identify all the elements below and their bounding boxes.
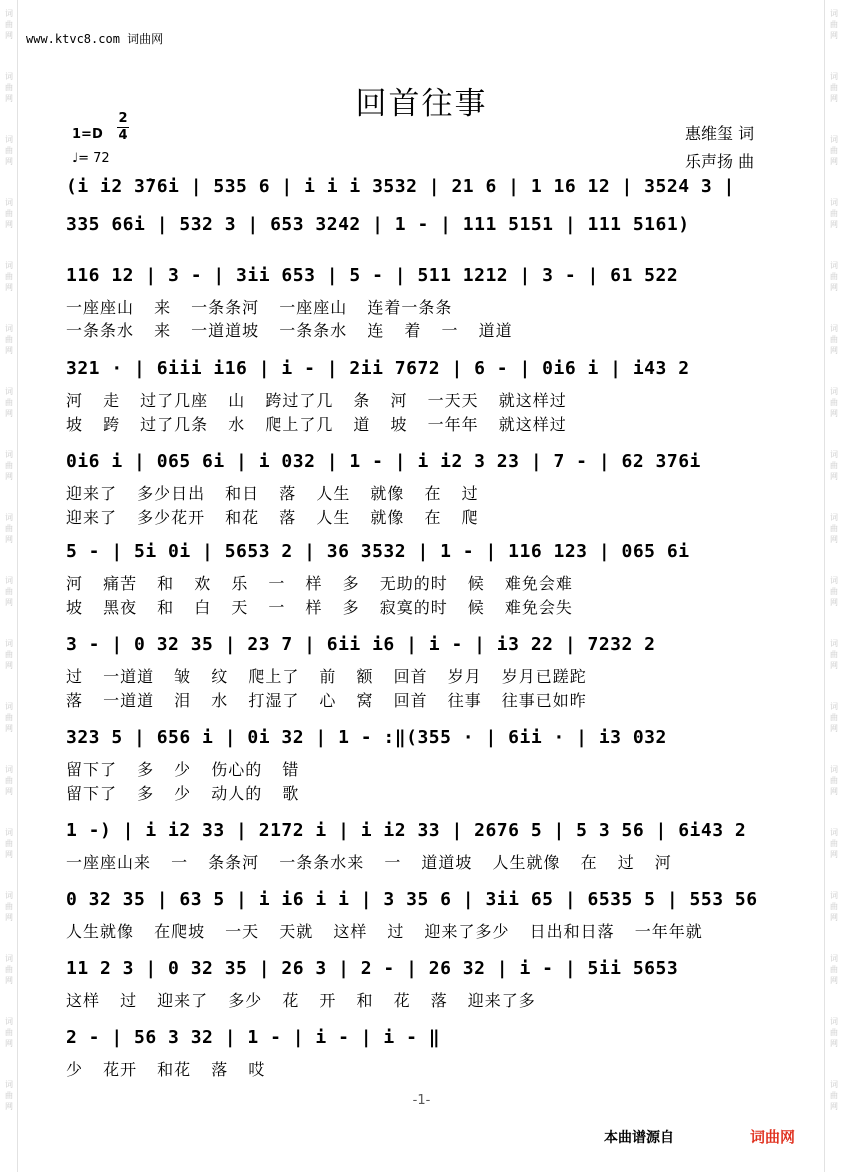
score-row-9 (66, 820, 778, 846)
watermark-mark: 词曲网 (5, 261, 13, 292)
score-row-5 (66, 451, 778, 477)
score-row-12 (66, 1027, 778, 1053)
page-number: -1- (412, 1093, 431, 1108)
watermark-mark: 词曲网 (830, 954, 838, 985)
time-signature (117, 112, 129, 143)
left-border (17, 0, 18, 1172)
notation-line: (i i2 3̇76i | 535 6 | i i i 3532 | 21 6 | 1 16 12 | 3524 3 | (66, 176, 735, 197)
watermark-mark: 词曲网 (830, 828, 838, 859)
watermark-mark: 词曲网 (830, 702, 838, 733)
watermark-mark: 词曲网 (5, 576, 13, 607)
score-row-11 (66, 958, 778, 984)
watermark-mark: 词曲网 (5, 324, 13, 355)
watermark-mark: 词曲网 (830, 198, 838, 229)
notation-line: 335 66i | 532 3 | 653 3242 | 1 - | 111 5151 | 111 5161) (66, 214, 690, 235)
watermark-mark: 词曲网 (830, 765, 838, 796)
watermark-mark: 词曲网 (830, 261, 838, 292)
right-border (824, 0, 825, 1172)
watermark-mark: 词曲网 (5, 1080, 13, 1111)
watermark-mark: 词曲网 (5, 9, 13, 40)
notation-line: 3 - | 0 32 35 | 23 7 | 6ii i6 | i - | i3 22 | 7232 2 (66, 634, 656, 655)
score-row-4 (66, 358, 778, 384)
time-denominator: 4 (118, 128, 128, 143)
notation-line: 1 -) | i i2 33 | 2172 i | i i2 33 | 2676 5 | 5 3 56 | 6i43 2 (66, 820, 747, 841)
lyricist-credit: 惠维玺 词 (685, 124, 755, 143)
score-row-3 (66, 265, 778, 291)
composer-credit: 乐声扬 曲 (685, 152, 755, 171)
score-row-6 (66, 541, 778, 567)
watermark-mark: 词曲网 (830, 9, 838, 40)
notation-line: 0 32 35 | 63 5 | i i6 i i | 3 35 6 | 3ii 65 | 6535 5 | 553 56 (66, 889, 758, 910)
watermark-mark: 词曲网 (830, 576, 838, 607)
watermark-mark: 词曲网 (5, 891, 13, 922)
notation-line: 323 5 | 656 i | 0i 32 | 1 - :‖(355 · | 6ii · | i3 032 (66, 727, 667, 748)
watermark-mark: 词曲网 (5, 1017, 13, 1048)
lyric-line: 迎来了 多少花开 和花 落 人生 就像 在 爬 (66, 508, 479, 527)
watermark-mark: 词曲网 (5, 387, 13, 418)
watermark-mark: 词曲网 (830, 891, 838, 922)
lyric-line: 坡 黑夜 和 白 天 一 样 多 寂寞的时 候 难免会失 (66, 598, 573, 617)
lyric-line: 一座座山 来 一条条河 一座座山 连着一条条 (66, 298, 453, 317)
watermark-mark: 词曲网 (5, 702, 13, 733)
lyric-line: 这样 过 迎来了 多少 花 开 和 花 落 迎来了多 (66, 991, 536, 1010)
lyric-line: 一座座山来 一 条条河 一条条水来 一 道道坡 人生就像 在 过 河 (66, 853, 672, 872)
watermark-mark: 词曲网 (830, 639, 838, 670)
score-row-10 (66, 889, 778, 915)
key-signature: 1=D (72, 127, 103, 142)
score-row-7 (66, 634, 778, 660)
lyric-line: 迎来了 多少日出 和日 落 人生 就像 在 过 (66, 484, 479, 503)
left-watermark-strip (2, 0, 16, 1172)
watermark-mark: 词曲网 (830, 1080, 838, 1111)
notation-line: 11 2 3 | 0 32 35 | 26 3 | 2 - | 26 32 | i - | 5ii 5653 (66, 958, 679, 979)
watermark-mark: 词曲网 (830, 324, 838, 355)
watermark-mark: 词曲网 (830, 387, 838, 418)
lyric-line: 河 走 过了几座 山 跨过了几 条 河 一天天 就这样过 (66, 391, 567, 410)
watermark-mark: 词曲网 (830, 135, 838, 166)
watermark-mark: 词曲网 (5, 828, 13, 859)
notation-line: 321 · | 6iii i16 | i - | 2ii 7672 | 6 - | 0i6 i | i43 2 (66, 358, 690, 379)
lyric-line: 人生就像 在爬坡 一天 天就 这样 过 迎来了多少 日出和日落 一年年就 (66, 922, 703, 941)
page-title: 回首往事 (355, 86, 488, 122)
lyric-line: 留下了 多 少 伤心的 错 (66, 760, 300, 779)
watermark-mark: 词曲网 (830, 513, 838, 544)
lyric-line: 落 一道道 泪 水 打湿了 心 窝 回首 往事 往事已如昨 (66, 691, 587, 710)
lyric-line: 少 花开 和花 落 哎 (66, 1060, 266, 1079)
score-row-2 (66, 214, 778, 240)
watermark-mark: 词曲网 (830, 1017, 838, 1048)
source-label: 本曲谱源自 (604, 1130, 674, 1146)
lyric-line: 河 痛苦 和 欢 乐 一 样 多 无助的时 候 难免会难 (66, 574, 573, 593)
watermark-mark: 词曲网 (5, 135, 13, 166)
score-row-8 (66, 727, 778, 753)
watermark-mark: 词曲网 (5, 72, 13, 103)
score-row-1 (66, 176, 778, 202)
watermark-mark: 词曲网 (5, 639, 13, 670)
site-url[interactable]: www.ktvc8.com 词曲网 (26, 32, 164, 46)
notation-line: 2 - | 56 3 32 | 1 - | i - | i - ‖ (66, 1027, 441, 1048)
source-link[interactable]: 词曲网 (750, 1128, 796, 1146)
lyric-line: 一条条水 来 一道道坡 一条条水 连 着 一 道道 (66, 321, 513, 340)
watermark-mark: 词曲网 (5, 198, 13, 229)
notation-line: 116 12 | 3 - | 3ii 653 | 5 - | 511 1212 | 3 - | 61 522 (66, 265, 679, 286)
right-watermark-strip (827, 0, 841, 1172)
watermark-mark: 词曲网 (5, 513, 13, 544)
watermark-mark: 词曲网 (830, 450, 838, 481)
lyric-line: 留下了 多 少 动人的 歌 (66, 784, 300, 803)
lyric-line: 过 一道道 皱 纹 爬上了 前 额 回首 岁月 岁月已蹉跎 (66, 667, 587, 686)
watermark-mark: 词曲网 (5, 765, 13, 796)
watermark-mark: 词曲网 (830, 72, 838, 103)
lyric-line: 坡 跨 过了几条 水 爬上了几 道 坡 一年年 就这样过 (66, 415, 567, 434)
watermark-mark: 词曲网 (5, 450, 13, 481)
tempo-marking: ♩= 72 (72, 151, 110, 166)
time-numerator: 2 (118, 111, 128, 126)
watermark-mark: 词曲网 (5, 954, 13, 985)
notation-line: 0i6 i | 065 6i | i 032 | 1 - | i i2 3 23 | 7 - | 62 376i (66, 451, 701, 472)
notation-line: 5 - | 5i 0i | 5653 2 | 36 3532 | 1 - | 116 123 | 065 6i (66, 541, 690, 562)
